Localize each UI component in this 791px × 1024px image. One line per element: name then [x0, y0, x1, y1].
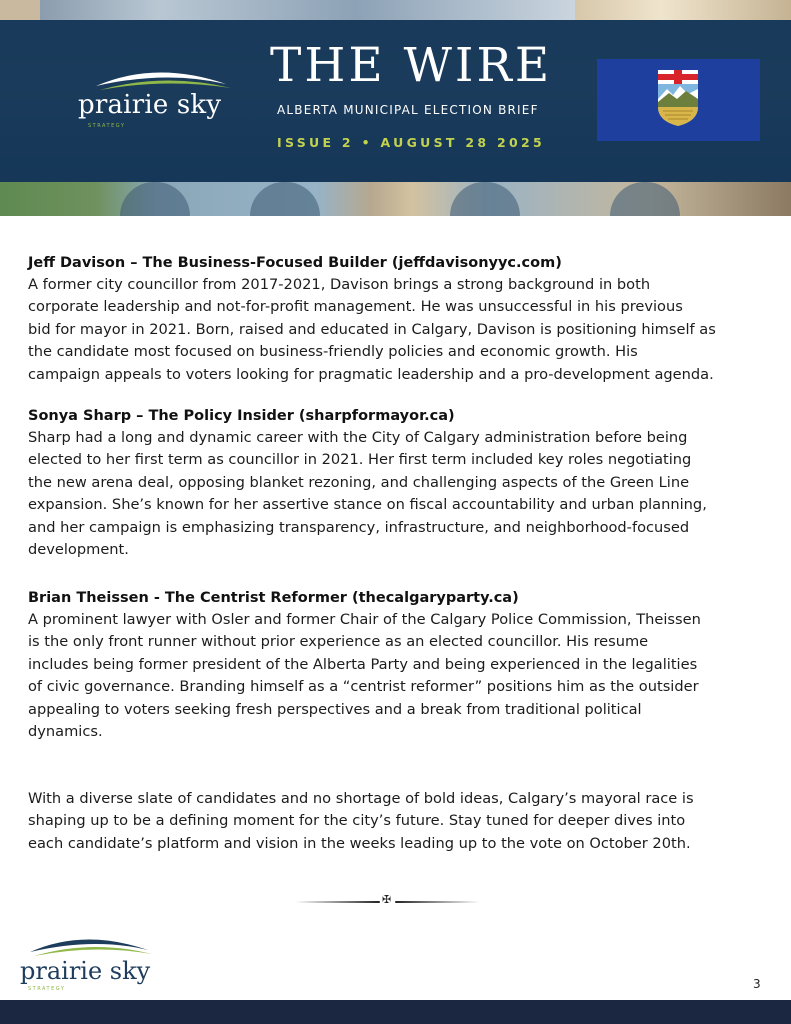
text-line: shaping up to be a defining moment for the city’s future. Stay tuned for deeper dives into	[28, 812, 686, 830]
candidate-paragraph	[28, 427, 707, 561]
candidate-heading: Jeff Davison – The Business-Focused Builder (jeffdavisonyyc.com)	[28, 255, 562, 271]
candidate-paragraph	[28, 274, 716, 386]
text-line: the new arena deal, opposing blanket rezoning, and challenging aspects of the Green Line	[28, 473, 690, 491]
logo-swoosh-icon	[24, 930, 154, 958]
logo-subtext: STRATEGY	[88, 123, 126, 129]
text-line: A former city councillor from 2017-2021, Davison brings a strong background in both	[28, 276, 651, 293]
candidate-section	[28, 587, 701, 743]
ornament-divider-icon	[295, 893, 480, 908]
text-line: appealing to voters seeking fresh perspectives and a break from traditional political	[28, 700, 642, 718]
text-line: expansion. She’s known for her assertive stance on fiscal accountability and urban planning,	[28, 496, 707, 514]
header-banner	[0, 0, 791, 216]
logo-wordmark: prairie sky	[20, 957, 151, 985]
candidate-section	[28, 252, 716, 386]
text-line: elected to her first term as councillor in 2021. Her first term included key roles negotiating	[28, 451, 692, 469]
newsletter-subtitle: ALBERTA MUNICIPAL ELECTION BRIEF	[277, 103, 539, 117]
divider-line	[295, 901, 380, 903]
candidate-heading: Sonya Sharp – The Policy Insider (sharpformayor.ca)	[28, 408, 455, 424]
divider-line	[395, 901, 480, 903]
text-line: With a diverse slate of candidates and no shortage of bold ideas, Calgary’s mayoral race is	[28, 790, 694, 807]
logo-subtext: STRATEGY	[28, 986, 66, 992]
logo-wordmark: prairie sky	[78, 90, 222, 120]
candidate-paragraph	[28, 609, 701, 743]
closing-section	[28, 788, 694, 855]
footer-bar	[0, 1000, 791, 1024]
text-line: Sharp had a long and dynamic career with the City of Calgary administration before being	[28, 429, 688, 446]
text-line: campaign appeals to voters looking for pragmatic leadership and a pro-development agenda.	[28, 365, 714, 383]
text-line: each candidate’s platform and vision in the weeks leading up to the vote on October 20th.	[28, 834, 691, 852]
candidate-section	[28, 405, 707, 561]
closing-paragraph	[28, 788, 694, 855]
text-line: of civic governance. Branding himself as a “centrist reformer” positions him as the outsider	[28, 678, 699, 696]
text-line: corporate leadership and not-for-profit management. He was unsuccessful in his previous	[28, 298, 683, 316]
text-line: dynamics.	[28, 723, 103, 741]
alberta-shield-icon	[657, 69, 699, 127]
banner-bridge-image	[0, 0, 40, 20]
text-line: A prominent lawyer with Osler and former Chair of the Calgary Police Commission, Theissen	[28, 611, 701, 628]
text-line: the candidate most focused on business-friendly policies and economic growth. His	[28, 343, 638, 361]
prairie-sky-logo	[76, 62, 236, 134]
text-line: is the only front runner without prior experience as an elected councillor. His resume	[28, 633, 649, 651]
candidate-heading: Brian Theissen - The Centrist Reformer (thecalgaryparty.ca)	[28, 590, 519, 606]
text-line: bid for mayor in 2021. Born, raised and educated in Calgary, Davison is positioning himself as	[28, 320, 716, 338]
issue-date: ISSUE 2 • AUGUST 28 2025	[277, 135, 545, 150]
alberta-flag-icon	[597, 59, 760, 141]
newsletter-title: THE WIRE	[270, 38, 553, 93]
prairie-sky-logo-footer	[18, 930, 158, 996]
logo-swoosh-icon	[86, 62, 236, 92]
clover-ornament-icon: ✠	[382, 893, 392, 906]
page-number: 3	[753, 977, 761, 991]
text-line: and her campaign is emphasizing transparency, infrastructure, and neighborhood-focused	[28, 518, 690, 536]
banner-bridge-image	[575, 0, 791, 20]
text-line: development.	[28, 541, 129, 559]
text-line: includes being former president of the Alberta Party and being experienced in the legalities	[28, 655, 698, 673]
